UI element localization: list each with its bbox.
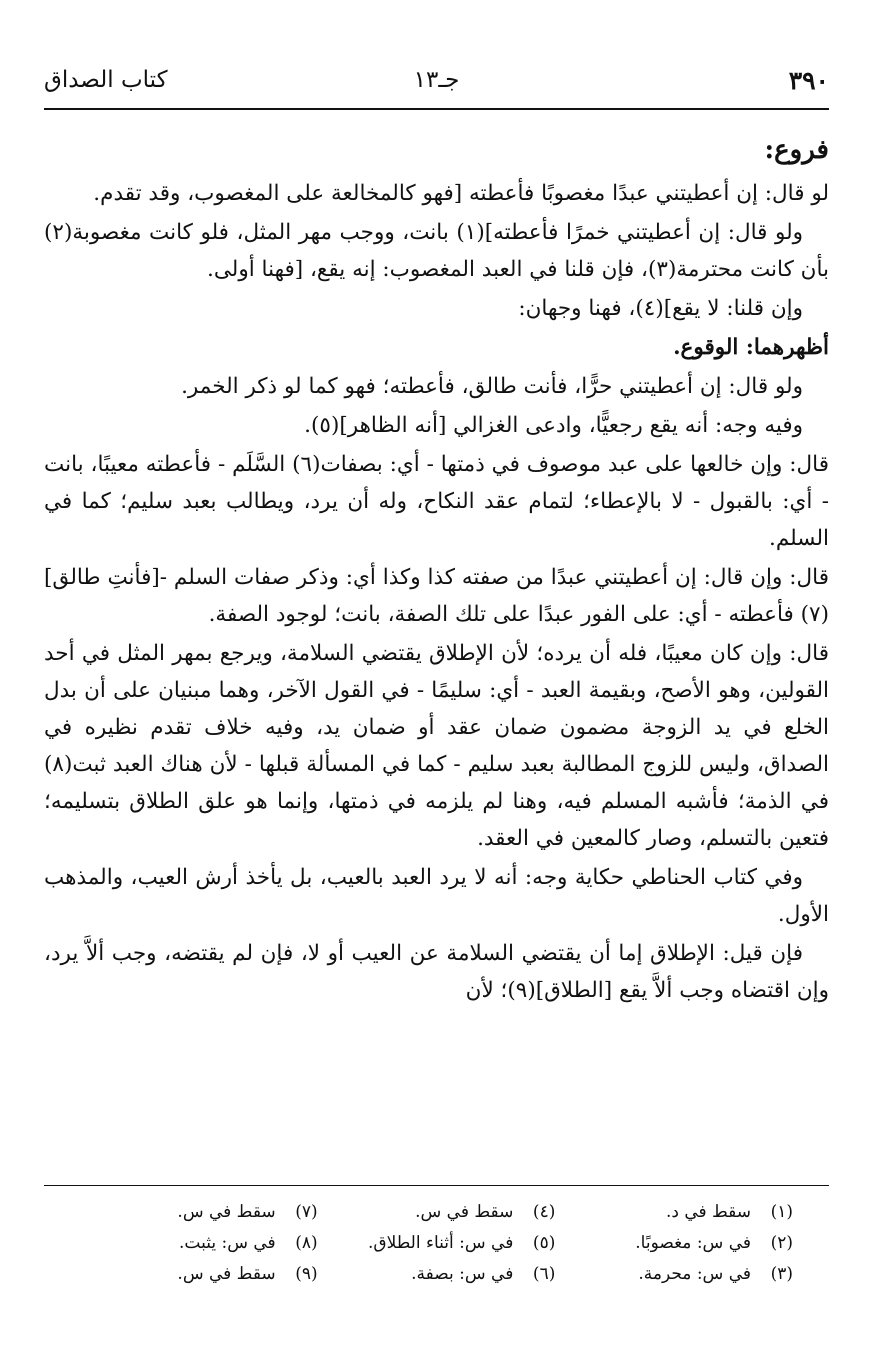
footnote [555, 1229, 793, 1258]
footnote-number: (٢) [770, 1233, 793, 1253]
footnote [80, 1198, 318, 1227]
page-number: ٣٩٠ [788, 65, 829, 95]
footnote-number: (٤) [532, 1202, 556, 1222]
footnote-number: (٧) [295, 1202, 318, 1222]
footnote-text: في س: أثناء الطلاق. [368, 1233, 514, 1253]
header-rule [44, 108, 829, 110]
footnote-text: سقط في س. [177, 1202, 276, 1222]
footnote [555, 1260, 793, 1289]
footnote [555, 1198, 793, 1227]
paragraph: قال: وإن قال: إن أعطيتني عبدًا من صفته كذا وكذا أي: وذكر صفات السلم -[فأنتِ طالق](٧) فأعطته - أي: على الفور عبدًا على تلك الصفة، بانت؛ لوجود الصفة. [44, 565, 829, 627]
paragraph: قال: وإن خالعها على عبد موصوف في ذمتها - أي: بصفات(٦) السَّلَم - فأعطته معيبًا، بانت - أي: بالقبول - لا بالإعطاء؛ لتمام عقد النكاح، وله أن يرد، ويطالب بعبد سليم؛ كما في السلم. [44, 452, 829, 551]
paragraph: فإن قيل: الإطلاق إما أن يقتضي السلامة عن العيب أو لا، فإن لم يقتضه، وجب ألاَّ يرد، وإن اقتضاه وجب ألاَّ يقع [الطلاق](٩)؛ لأن [44, 941, 829, 1003]
footnote [80, 1260, 318, 1289]
footnote-text: في س: بصفة. [411, 1264, 514, 1284]
section-heading: فروع: [764, 135, 829, 165]
footnote-text: في س: يثبت. [179, 1233, 276, 1253]
paragraph: قال: وإن كان معيبًا، فله أن يرده؛ لأن الإطلاق يقتضي السلامة، ويرجع بمهر المثل في أحد القولين، وهو الأصح، وبقيمة العبد - أي: سليمًا - في القول الآخر، وهما مبنيان على أن بدل الخلع في يد الزوجة مضمون ضمان عقد أو ضمان يد، وفيه خلاف تقدم نظيره في الصداق، وليس للزوج المطالبة بعبد سليم - كما في المسألة قبلها - لأن هناك العبد ثبت(٨) في الذمة؛ فأشبه المسلم فيه، وهنا لم يلزمه في ذمتها، وإنما هو علق الطلاق بتسليمه؛ فتعين بالتسلم، وصار كالمعين في العقد. [44, 641, 829, 851]
footnote-number: (١) [770, 1202, 793, 1222]
paragraph: لو قال: إن أعطيتني عبدًا مغصوبًا فأعطته [فهو كالمخالعة على المغصوب، وقد تقدم. [93, 181, 829, 206]
volume-number: جـ١٣ [413, 67, 460, 93]
footnote-rule [44, 1185, 829, 1186]
footnotes [80, 1198, 793, 1289]
paragraph: ولو قال: إن أعطيتني خمرًا فأعطته](١) بانت، ووجب مهر المثل، فلو كانت مغصوبة(٢) بأن كانت محترمة(٣)، فإن قلنا في العبد المغصوب: إنه يقع، [فهنا أولى. [44, 220, 829, 282]
paragraph: أظهرهما: الوقوع. [673, 335, 829, 360]
footnote [80, 1229, 318, 1258]
paragraph: وإن قلنا: لا يقع](٤)، فهنا وجهان: [518, 296, 803, 321]
footnote-number: (٨) [295, 1233, 318, 1253]
footnote [318, 1229, 556, 1258]
main-text [44, 132, 829, 1011]
footnote [318, 1198, 556, 1227]
footnote-text: سقط في د. [665, 1202, 751, 1222]
footnote-text: في س: مغصوبًا. [635, 1233, 751, 1253]
footnote-number: (٣) [770, 1264, 793, 1284]
chapter-title: كتاب الصداق [44, 67, 168, 93]
paragraph: وفيه وجه: أنه يقع رجعيًّا، وادعى الغزالي [أنه الظاهر](٥). [304, 413, 803, 438]
footnote-number: (٥) [532, 1233, 556, 1253]
footnote-text: في س: محرمة. [638, 1264, 751, 1284]
paragraph: وفي كتاب الحناطي حكاية وجه: أنه لا يرد العبد بالعيب، بل يأخذ أرش العيب، والمذهب الأول. [44, 865, 829, 927]
footnote [318, 1260, 556, 1289]
footnote-number: (٩) [295, 1264, 318, 1284]
paragraph: ولو قال: إن أعطيتني حرًّا، فأنت طالق، فأعطته؛ فهو كما لو ذكر الخمر. [181, 374, 803, 399]
footnote-number: (٦) [532, 1264, 556, 1284]
footnote-text: سقط في س. [177, 1264, 276, 1284]
footnote-text: سقط في س. [415, 1202, 514, 1222]
running-header [44, 58, 829, 102]
